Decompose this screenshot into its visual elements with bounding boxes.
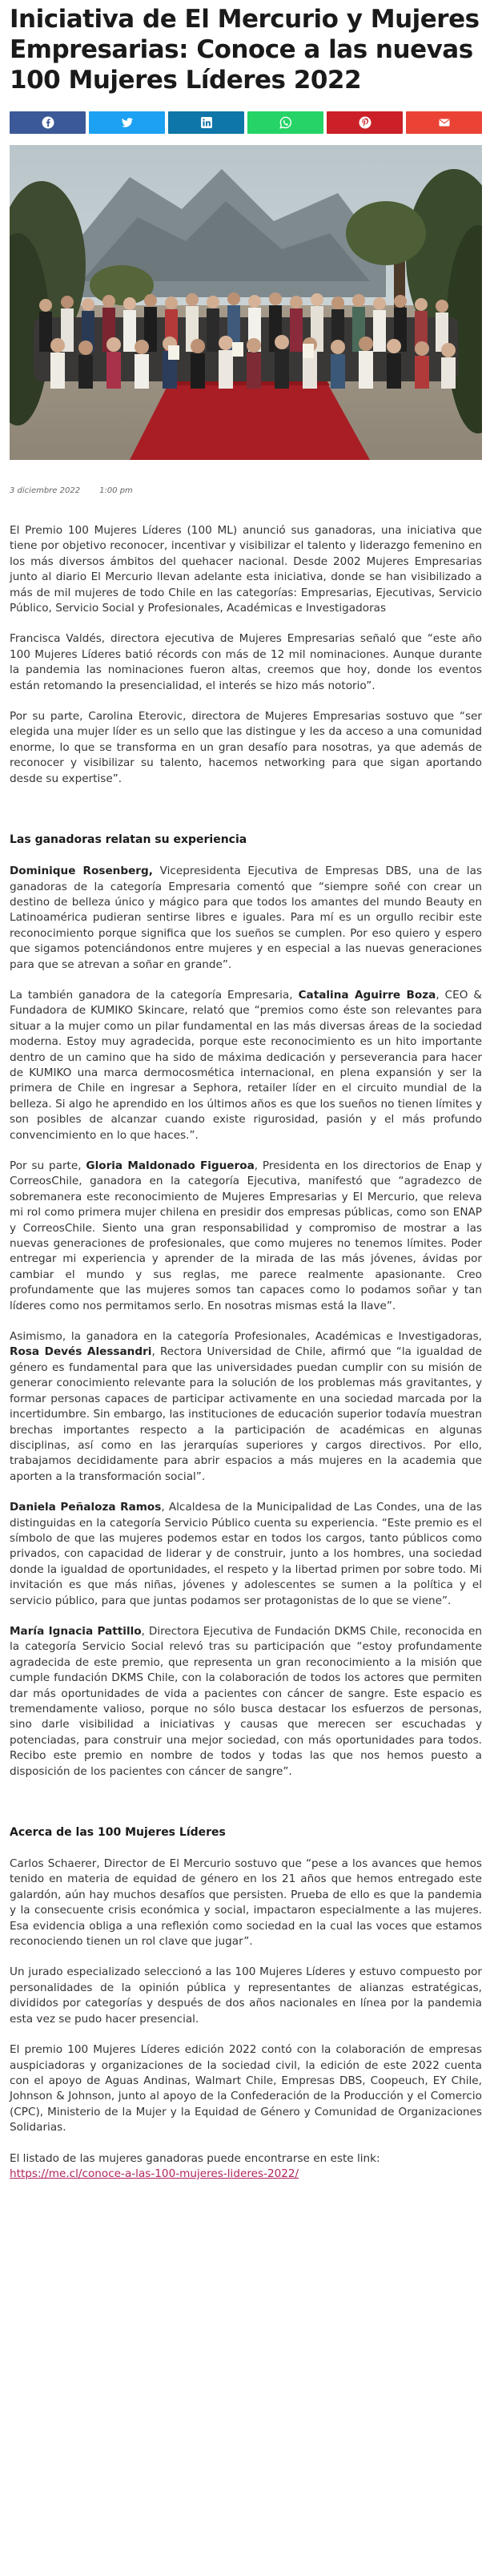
share-linkedin-button[interactable] xyxy=(168,111,244,134)
winner-paragraph-1 xyxy=(10,864,482,973)
share-facebook-button[interactable] xyxy=(10,111,86,134)
winner-name: Dominique Rosenberg, xyxy=(10,865,153,878)
share-bar xyxy=(10,111,482,134)
article-time: 1:00 pm xyxy=(99,486,133,495)
pinterest-icon xyxy=(359,116,371,129)
hero-photo xyxy=(10,145,482,460)
winner-name: Rosa Devés Alessandri xyxy=(10,1345,152,1359)
share-whatsapp-button[interactable] xyxy=(247,111,323,134)
about-paragraph-3: El premio 100 Mujeres Líderes edición 2022 contó con la colaboración de empresas auspiciadoras y organizaciones de la sociedad civil, la edición de este 2022 cuenta con el apoyo de Aguas Andinas, Walmart Chile, Empresas DBS, Coopeuch, EY Chile, Johnson & Johnson, junto al apoyo de la Confederación de la Producción y el Comercio (CPC), Ministerio de la Mujer y la Equidad de Género y Comunidad de Organizaciones Solidarias. xyxy=(10,2043,482,2135)
whatsapp-icon xyxy=(279,116,292,129)
intro-paragraph-1: El Premio 100 Mujeres Líderes (100 ML) anunció sus ganadoras, una iniciativa que tiene por objetivo reconocer, incentivar y visibilizar el talento y liderazgo femenino en los más diversos ámbitos del quehacer nacional. Desde 2002 Mujeres Empresarias junto al diario El Mercurio llevan adelante esta iniciativa, donde se han visibilizado a más de mil mujeres de todo Chile en las categorías: Empresarias, Ejecutivas, Servicio Público, Servicio Social y Profesionales, Académicas e Investigadoras xyxy=(10,524,482,615)
winner-intro: Asimismo, la ganadora en la categoría Profesionales, Académicas e Investigadoras, xyxy=(10,1330,482,1344)
winner-name: María Ignacia Pattillo xyxy=(10,1624,142,1638)
facebook-icon xyxy=(42,116,54,129)
twitter-icon xyxy=(121,116,134,129)
article-body xyxy=(10,523,482,2182)
article-title: Iniciativa de El Mercurio y Mujeres Empresarias: Conoce a las nuevas 100 Mujeres Líderes 2022 xyxy=(10,5,480,95)
winner-paragraph-4 xyxy=(10,1329,482,1485)
winner-paragraph-3 xyxy=(10,1159,482,1314)
winner-quote: , Rectora Universidad de Chile, afirmó que “la igualdad de género es fundamental para que las universidades puedan cumplir con su misión de generar conocimiento relevante para la solución de los problemas más gravitantes, y formar personas capaces de participar activamente en una sociedad marcada por la incertidumbre. Sin embargo, las instituciones de educación superior todavía muestran brechas importantes respecto a la participación de académicas en algunas disciplinas, así como en las jerarquías superiores y cargos directivos. Por ello, trabajamos decididamente para abrir espacios a más mujeres en la academia que aporten a la transformación social”. xyxy=(10,1345,482,1483)
article-date: 3 diciembre 2022 xyxy=(10,486,81,495)
intro-paragraph-2: Francisca Valdés, directora ejecutiva de Mujeres Empresarias señaló que “este año 100 Mujeres Líderes batió récords con más de 12 mil nominaciones. Aunque durante la pandemia las nominaciones fueron altas, creemos que hoy, donde los eventos están retomando la presencialidad, el interés se hizo más notorio”. xyxy=(10,632,482,692)
winner-quote: Vicepresidenta Ejecutiva de Empresas DBS, una de las ganadoras de la categoría Empresaria comentó que “siempre soñé con crear un destino de belleza único y mágico para que todos los amantes del mundo Beauty en Latinoamérica pudieran sentirse libres e iguales. Para mí es un orgullo recibir este reconocimiento porque significa que los sueños se cumplen. Por eso quiero y espero que sigamos potenciándonos entre mujeres y en especial a las nuevas generaciones para que se atrevan a soñar en grande”. xyxy=(10,865,482,971)
share-twitter-button[interactable] xyxy=(89,111,165,134)
winners-list-link[interactable]: https://me.cl/conoce-a-las-100-mujeres-lideres-2022/ xyxy=(10,2167,299,2180)
winner-intro: Por su parte, xyxy=(10,1159,86,1172)
share-pinterest-button[interactable] xyxy=(327,111,403,134)
winner-quote: , Alcaldesa de la Municipalidad de Las Condes, una de las distinguidas en la categoría Servicio Público cuenta su experiencia. “Este premio es el símbolo de que las mujeres podemos estar en todos los cargos, tanto públicos como privados, con capacidad de liderar y de construir, junto a los hombres, una sociedad donde la igualdad de oportunidades, el respeto y la libertad primen por sobre todo. Mi invitación es que más niñas, jóvenes y adolescentes se sumen a la política y el servicio público, para que juntas podamos ser protagonistas de lo que se viene”. xyxy=(10,1501,482,1607)
about-paragraph-1: Carlos Schaerer, Director de El Mercurio sostuvo que “pese a los avances que hemos tenido en materia de equidad de género en los 21 años que hemos entregado este galardón, aún hay muchos desafíos que persisten. Prueba de ello es que la pandemia y la consecuente crisis económica y social, impactaron especialmente a las mujeres. Esa evidencia obliga a una reflexión como sociedad en la cual las voces que estamos reconociendo tienen un rol clave que jugar”. xyxy=(10,1857,482,1949)
winner-name: Daniela Peñaloza Ramos xyxy=(10,1501,162,1514)
about-paragraph-4: El listado de las mujeres ganadoras puede encontrarse en este link: xyxy=(10,2151,380,2165)
winner-quote: , CEO & Fundadora de KUMIKO Skincare, relató que “premios como éste son relevantes para situar a la mujer como un pilar fundamental en las más diversas áreas de la sociedad moderna. Estoy muy agradecida, porque este reconocimiento es un hito importante dentro de un camino que ha sido de máxima dedicación y perseverancia para hacer de KUMIKO una marca dermocosmética internacional, en plena expansión y ser la primera de Chile en ingresar a Sephora, retailer líder en el circuito mundial de la belleza. Si algo he aprendido en los últimos años es que los sueños no tienen límites y son posibles de alcanzar cuando existe rigurosidad, pasión y el más profundo convencimiento en lo que haces.”. xyxy=(10,988,482,1142)
winner-paragraph-5 xyxy=(10,1500,482,1609)
email-icon xyxy=(438,116,451,129)
section-heading-about: Acerca de las 100 Mujeres Líderes xyxy=(10,1826,226,1840)
winner-name: Gloria Maldonado Figueroa xyxy=(86,1159,255,1172)
winner-intro: La también ganadora de la categoría Empresaria, xyxy=(10,988,299,1002)
winner-quote: , Directora Ejecutiva de Fundación DKMS Chile, reconocida en la categoría Servicio Social relevó tras su participación que “estoy profundamente agradecida de este premio, que representa un gran reconocimiento a la misión que cumple fundación DKMS Chile, con la colaboración de todos los actores que permiten dar más oportunidades de vida a pacientes con cáncer de sangre. Este espacio es tremendamente valioso, porque no sólo busca destacar los esfuerzos de personas, sino darle visibilidad a iniciativas y causas que merecen ser escuchadas y potenciadas, para construir una mejor sociedad, con más oportunidades para todos. Recibo este premio en nombre de todos y todas las que nos hemos puesto a disposición de los pacientes con cáncer de sangre”. xyxy=(10,1624,482,1778)
share-email-button[interactable] xyxy=(406,111,482,134)
linkedin-icon xyxy=(200,116,213,129)
winner-quote: , Presidenta en los directorios de Enap y CorreosChile, ganadora en la categoría Ejecutiva, manifestó que “agradezco de sobremanera este reconocimiento de Mujeres Empresarias y El Mercurio, que releva mi rol como primera mujer chilena en presidir dos empresas públicas, como son ENAP y CorreosChile. Siento una gran responsabilidad y compromiso de mostrar a las nuevas generaciones de profesionales, que como mujeres no tenemos límites. Poder entregar mi experiencia y aprender de la mirada de las más jóvenes, ávidas por cambiar el mundo y sus reglas, me parece realmente apasionante. Creo profundamente que las mujeres somos tan capaces como lo podamos soñar y tan líderes como nos permitamos serlo. En nosotras mismas está la llave”. xyxy=(10,1159,482,1312)
winner-name: Catalina Aguirre Boza xyxy=(298,988,436,1002)
about-paragraph-2: Un jurado especializado seleccionó a las 100 Mujeres Líderes y estuvo compuesto por personalidades de la opinión pública y representantes de alianzas estratégicas, divididos por categorías y después de dos años nacionales en línea por la pandemia esta vez se pudo hacer presencial. xyxy=(10,1965,482,2026)
winner-paragraph-6 xyxy=(10,1624,482,1780)
intro-paragraph-3: Por su parte, Carolina Eterovic, directora de Mujeres Empresarias sostuvo que “ser elegida una mujer líder es un sello que las distingue y les da acceso a una comunidad enorme, lo que se transforma en un gran desafío para nosotras, ya que además de reconocer y visibilizar su talento, hacemos networking para que sigan aportando desde su expertise”. xyxy=(10,710,482,785)
winner-paragraph-2 xyxy=(10,988,482,1143)
article-meta xyxy=(10,486,482,495)
section-heading-winners: Las ganadoras relatan su experiencia xyxy=(10,833,247,847)
